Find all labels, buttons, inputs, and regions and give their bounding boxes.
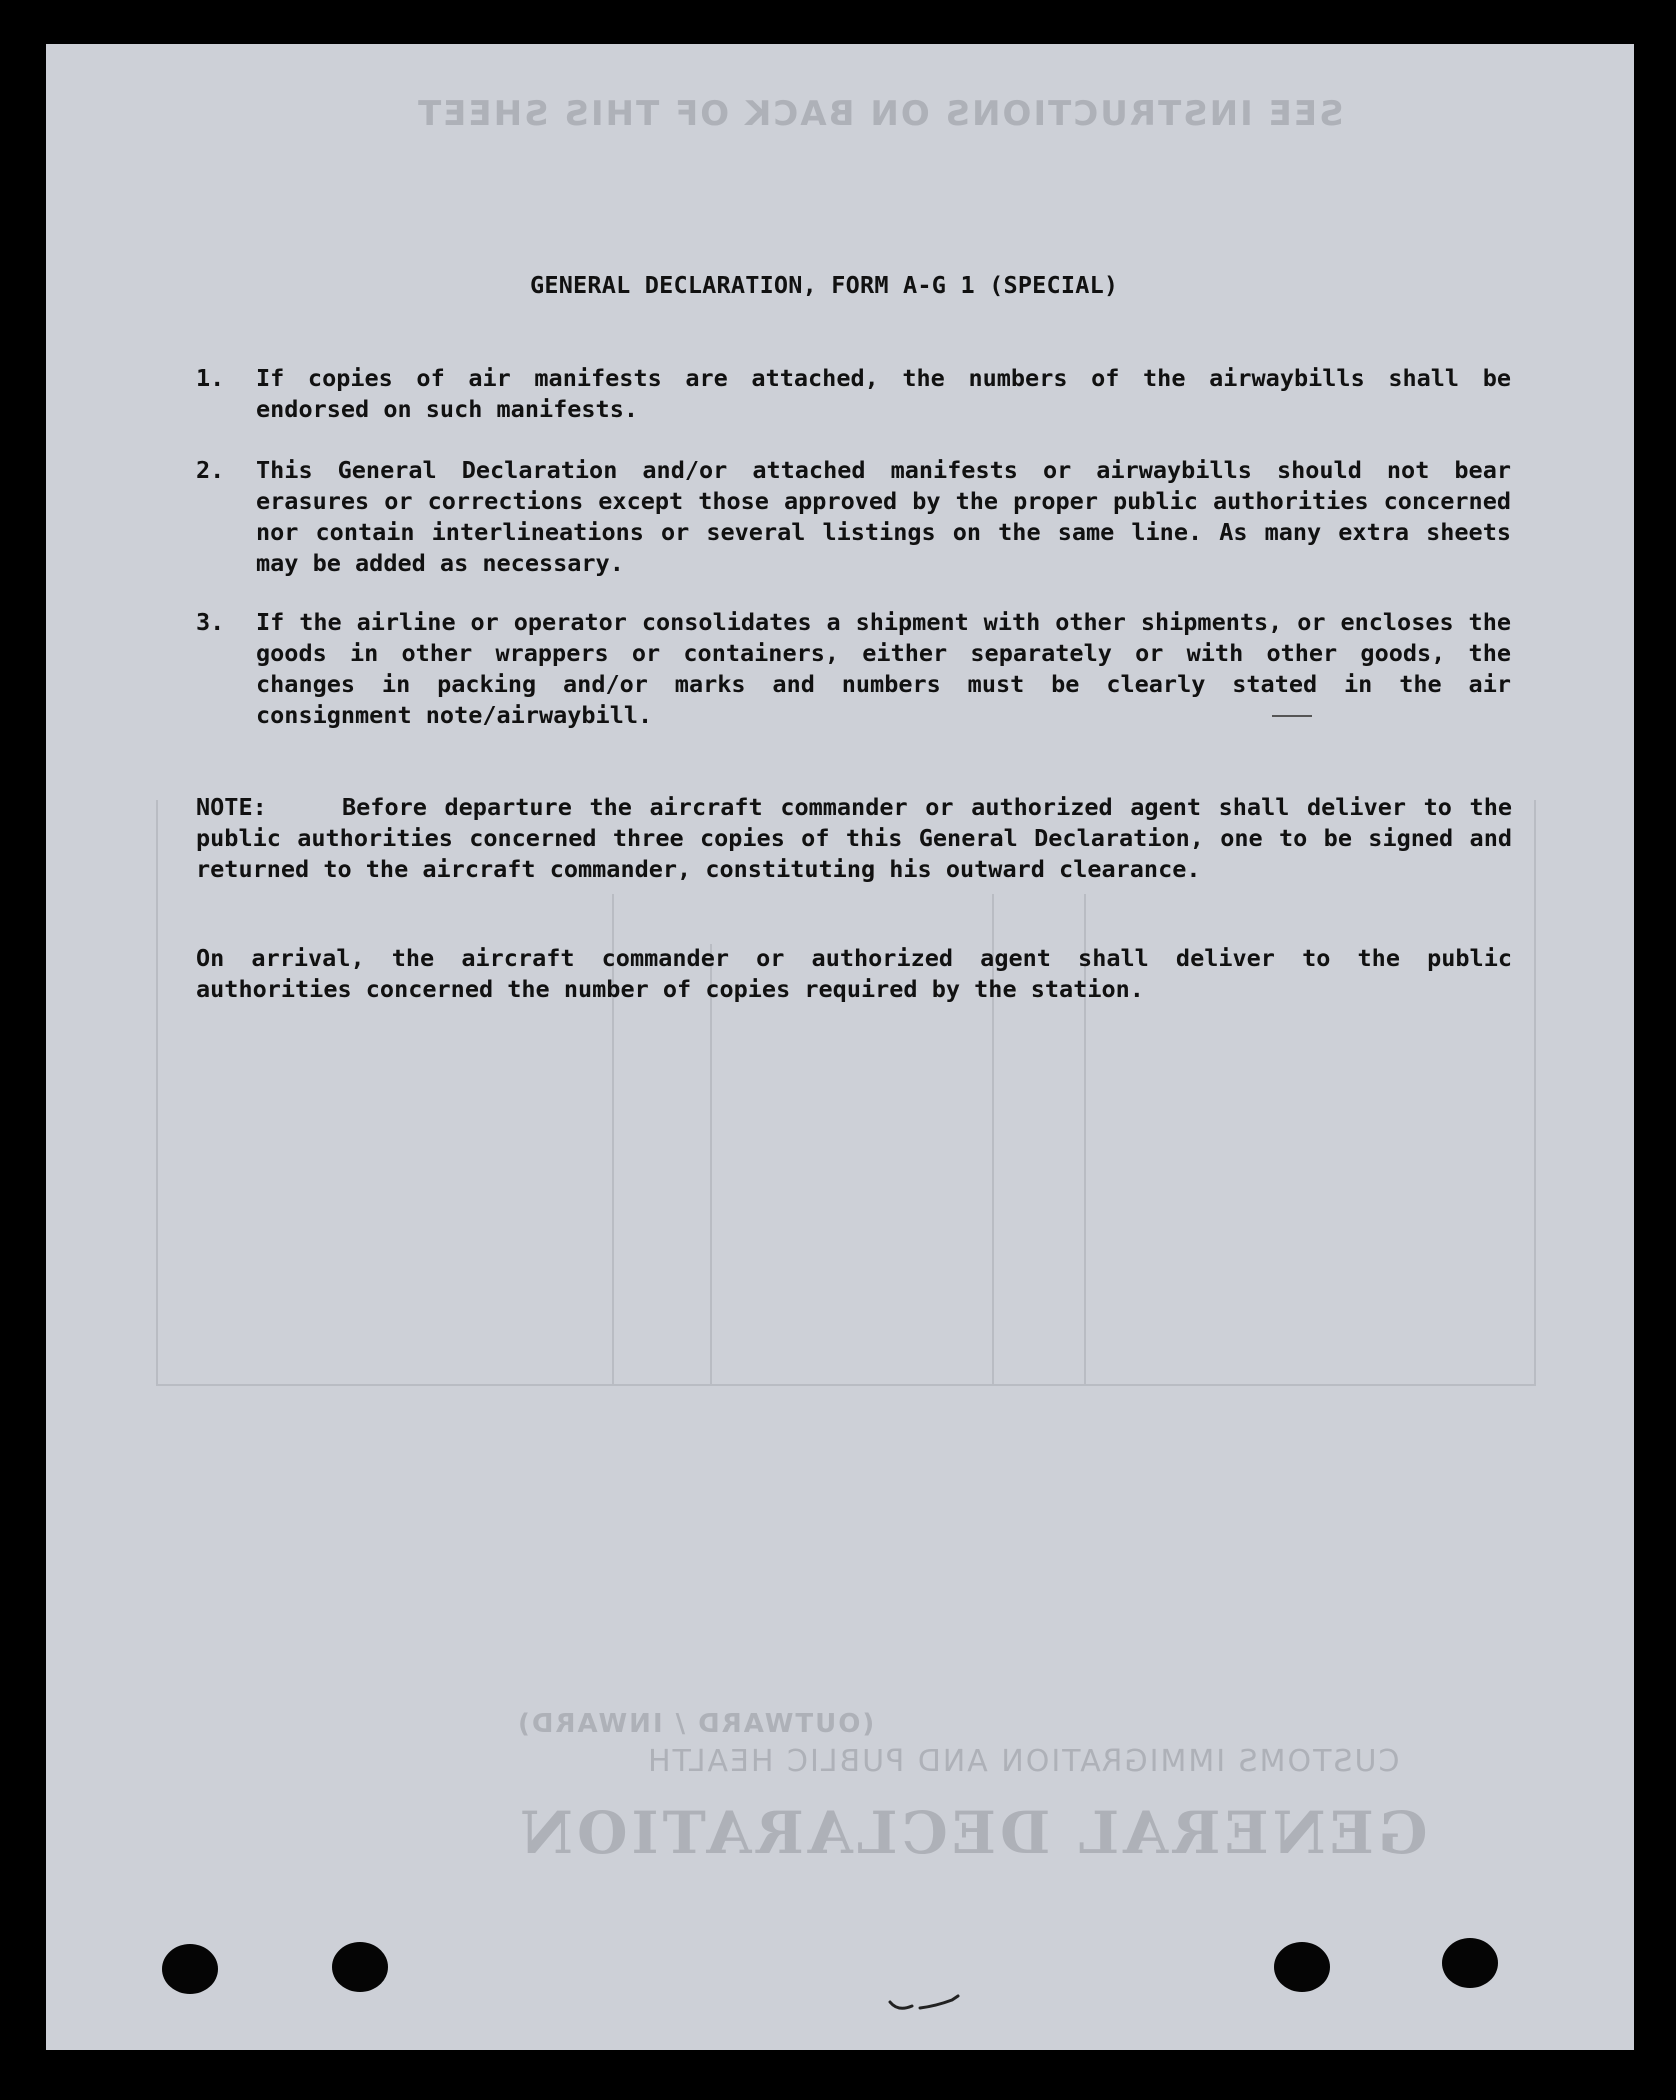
punch-hole (162, 1944, 218, 1994)
note-label: NOTE: (196, 793, 267, 821)
bleed-through-table-line (1534, 800, 1536, 1384)
item-number: 3. (196, 608, 225, 636)
item-number: 2. (196, 456, 225, 484)
bleed-through-title: GENERAL DECLARATION (516, 1799, 1428, 1867)
punch-hole (1274, 1942, 1330, 1992)
bleed-through-agencies: CUSTOMS IMMIGRATION AND PUBLIC HEALTH (646, 1744, 1400, 1779)
bleed-through-subtitle: (OUTWARD / INWARD) (516, 1709, 875, 1739)
item-text: This General Declaration and/or attached manifests or airwaybills should not bear erasures or corrections except those approved by the proper public authorities concerned nor contain interlineations or several listings on the same line. As many extra sheets may be added as necessary. (256, 456, 1511, 577)
note-paragraph (196, 792, 1512, 885)
pencil-mark (886, 1988, 976, 2018)
punch-hole (1442, 1938, 1498, 1988)
stray-mark (1272, 715, 1312, 717)
page-title: GENERAL DECLARATION, FORM A-G 1 (SPECIAL) (530, 271, 1119, 299)
bleed-through-header: SEE INSTRUCTIONS ON BACK OF THIS SHEET (416, 94, 1344, 134)
bleed-through-table-line (156, 800, 158, 1384)
item-text: If the airline or operator consolidates a shipment with other shipments, or encloses the goods in other wrappers or containers, either separately or with other goods, the changes in packing and/or marks and numbers must be clearly stated in the air consignment note/airwaybill. (256, 608, 1511, 729)
bleed-through-table-line (710, 944, 712, 1384)
note-text: Before departure the aircraft commander or authorized agent shall deliver to the public authorities concerned three copies of this General Declaration, one to be signed and returned to the aircraft commander, constituting his outward clearance. (196, 793, 1512, 883)
item-number: 1. (196, 364, 225, 392)
document-page (46, 44, 1634, 2050)
bleed-through-table-line (156, 1384, 1536, 1386)
item-text: If copies of air manifests are attached, the numbers of the airwaybills shall be endorsed on such manifests. (256, 364, 1511, 423)
punch-hole (332, 1942, 388, 1992)
arrival-paragraph: On arrival, the aircraft commander or authorized agent shall deliver to the public authorities concerned the number of copies required by the station. (196, 944, 1512, 1003)
